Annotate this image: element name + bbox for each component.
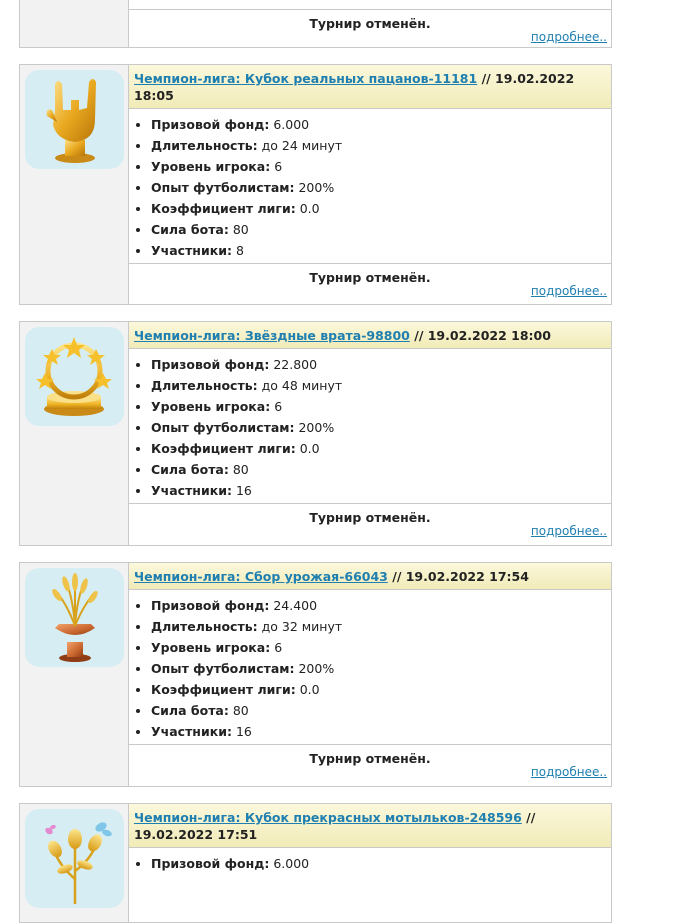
tournament-params-list: [129, 590, 611, 744]
param-prize-fund: • Призовой фонд: 22.800: [151, 354, 611, 375]
tournament-card: [19, 562, 612, 787]
param-bot-strength: • Сила бота: 80: [151, 459, 611, 480]
tournament-card: [19, 803, 612, 923]
details-link[interactable]: подробнее..: [530, 524, 607, 538]
param-player-level: • Уровень игрока: 6: [151, 156, 611, 177]
tournament-params-list: [129, 109, 611, 263]
tournament-date: // 19.02.2022 18:05: [134, 71, 575, 103]
param-duration: • Длительность: до 32 минут: [151, 616, 611, 637]
tournament-header: [129, 563, 611, 590]
param-league-coef: • Коэффициент лиги: 0.0: [151, 198, 611, 219]
tournament-header: [129, 65, 611, 109]
param-duration: • Длительность: до 48 минут: [151, 375, 611, 396]
tournament-icon-column: [20, 65, 129, 304]
tournament-icon-column: [20, 804, 129, 922]
tournament-title-link[interactable]: Чемпион-лига: Звёздные врата-98800: [134, 328, 410, 343]
tournament-status: Турнир отменён.: [129, 503, 611, 524]
param-bot-strength: • Сила бота: 80: [151, 700, 611, 721]
param-experience: • Опыт футболистам: 200%: [151, 417, 611, 438]
tournament-card: [19, 321, 612, 546]
tournament-status: Турнир отменён.: [129, 9, 611, 30]
tournament-icon-column: [20, 0, 129, 47]
rock-hand-trophy-icon: [25, 70, 124, 169]
param-bot-strength: • Сила бота: 80: [151, 219, 611, 240]
butterfly-flower-trophy-icon: [25, 809, 124, 908]
details-link[interactable]: подробнее..: [530, 284, 607, 298]
param-prize-fund: • Призовой фонд: 6.000: [151, 114, 611, 135]
details-link[interactable]: подробнее..: [530, 30, 607, 44]
tournament-title-link[interactable]: Чемпион-лига: Кубок прекрасных мотыльков-248596: [134, 810, 522, 825]
tournament-date: // 19.02.2022 18:00: [414, 328, 551, 343]
tournament-header: [129, 322, 611, 349]
param-player-level: • Уровень игрока: 6: [151, 637, 611, 658]
tournament-params-list: [129, 349, 611, 503]
tournament-status: Турнир отменён.: [129, 744, 611, 765]
tournament-title-link[interactable]: Чемпион-лига: Кубок реальных пацанов-11181: [134, 71, 478, 86]
param-prize-fund: • Призовой фонд: 6.000: [151, 853, 611, 874]
param-duration: • Длительность: до 24 минут: [151, 135, 611, 156]
tournament-header: [129, 804, 611, 848]
tournament-title-link[interactable]: Чемпион-лига: Сбор урожая-66043: [134, 569, 388, 584]
tournament-date: // 19.02.2022 17:51: [134, 810, 536, 842]
tournament-status: Турнир отменён.: [129, 263, 611, 284]
star-gate-trophy-icon: [25, 327, 124, 426]
param-experience: • Опыт футболистам: 200%: [151, 658, 611, 679]
details-link[interactable]: подробнее..: [530, 765, 607, 779]
param-participants: • Участники: 16: [151, 480, 611, 501]
param-participants: • Участники: 8: [151, 240, 611, 261]
tournament-card: [19, 0, 612, 48]
tournament-icon-column: [20, 563, 129, 786]
param-participants: • Участники: 16: [151, 721, 611, 742]
param-league-coef: • Коэффициент лиги: 0.0: [151, 438, 611, 459]
wheat-trophy-icon: [25, 568, 124, 667]
tournament-icon-column: [20, 322, 129, 545]
param-league-coef: • Коэффициент лиги: 0.0: [151, 679, 611, 700]
param-player-level: • Уровень игрока: 6: [151, 396, 611, 417]
param-prize-fund: • Призовой фонд: 24.400: [151, 595, 611, 616]
tournament-card: [19, 64, 612, 305]
param-experience: • Опыт футболистам: 200%: [151, 177, 611, 198]
tournament-params-list: [129, 848, 611, 876]
tournament-date: // 19.02.2022 17:54: [392, 569, 529, 584]
